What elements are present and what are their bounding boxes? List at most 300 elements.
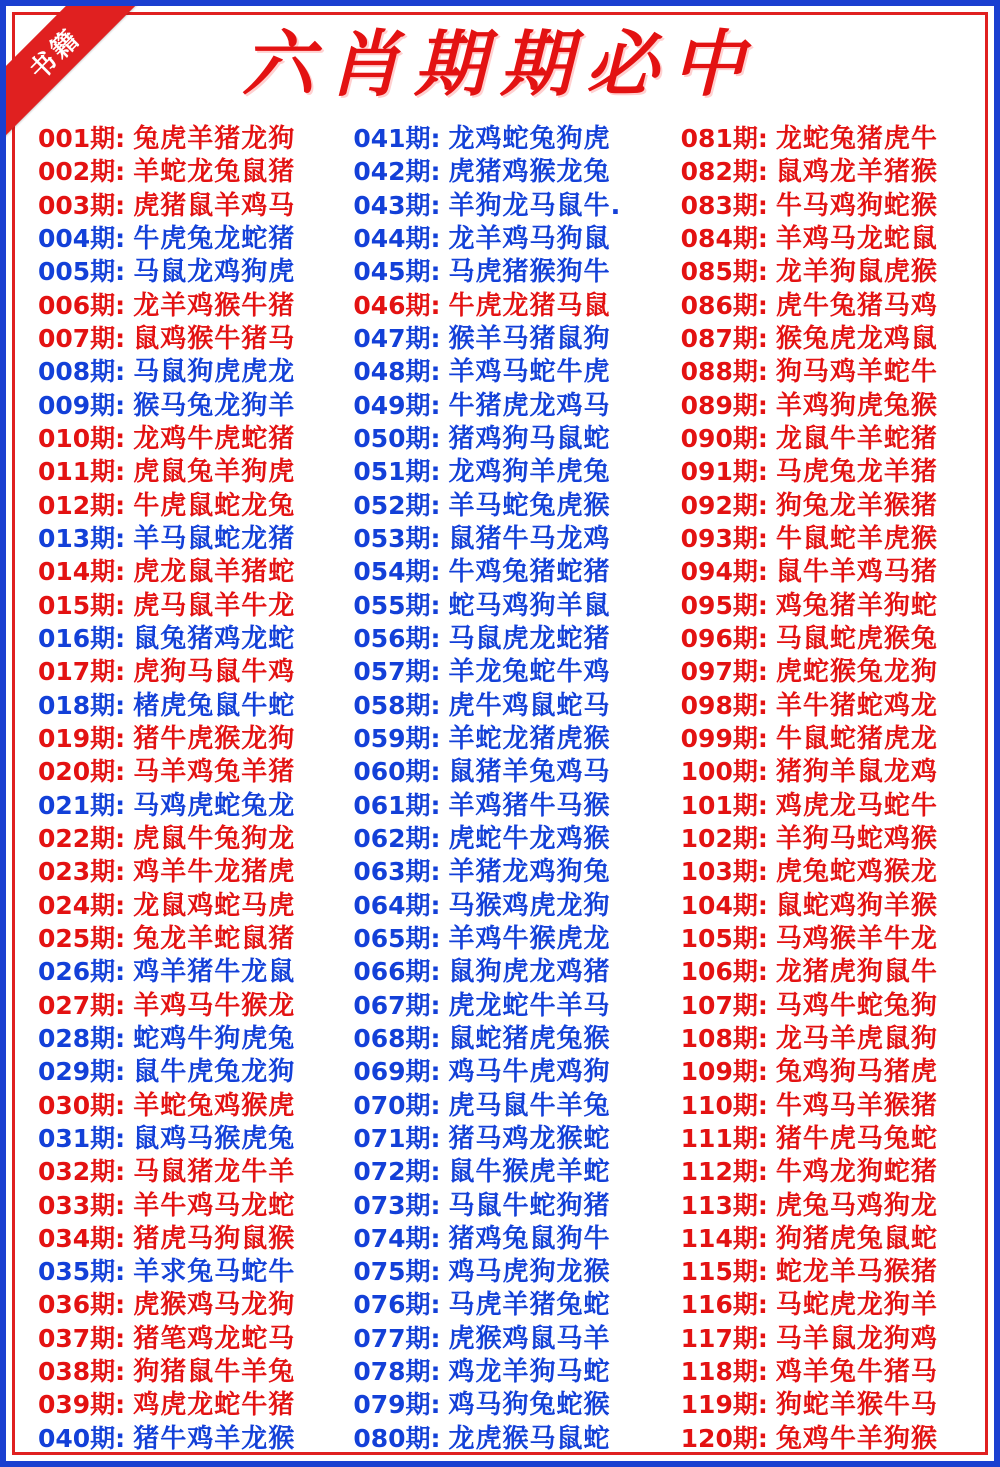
issue-row <box>343 1384 656 1417</box>
issue-animals-value: 虎蛇猴兔龙狗 <box>775 657 938 685</box>
issue-number-label: 070期: <box>353 1090 441 1118</box>
issue-animals-value: 牛虎兔龙蛇猪 <box>133 223 296 252</box>
issue-number-label: 023期: <box>38 857 126 885</box>
issue-number-label: 020期: <box>38 757 126 785</box>
issue-animals-value: 鸡羊猪牛龙鼠 <box>133 957 296 985</box>
issue-number-label: 091期: <box>680 457 768 485</box>
issue-animals-value: 羊马鼠蛇龙猪 <box>133 523 296 552</box>
issue-number-label: 028期: <box>38 1023 126 1052</box>
issue-animals-value: 虎猪鼠羊鸡马 <box>133 190 296 218</box>
issue-row <box>343 651 656 684</box>
issue-row <box>663 1351 976 1384</box>
issue-row <box>663 651 976 684</box>
issue-number-label: 104期: <box>680 890 768 918</box>
issue-animals-value: 龙虎猴马鼠蛇 <box>448 1423 611 1452</box>
issue-row <box>663 251 976 284</box>
issue-animals-value: 虎猴鸡马龙狗 <box>133 1290 296 1318</box>
issue-number-label: 015期: <box>38 590 126 618</box>
issue-animals-value: 羊猪龙鸡狗兔 <box>448 857 611 885</box>
issue-animals-value: 蛇马鸡狗羊鼠 <box>448 590 611 618</box>
issue-number-label: 075期: <box>353 1257 441 1285</box>
issue-row <box>24 885 337 918</box>
issue-number-label: 050期: <box>353 423 441 452</box>
issue-number-label: 042期: <box>353 157 441 185</box>
issue-row <box>663 1118 976 1151</box>
issue-row <box>24 151 337 184</box>
issue-row <box>343 785 656 818</box>
issue-number-label: 045期: <box>353 257 441 285</box>
issue-row <box>663 785 976 818</box>
issue-row <box>343 685 656 718</box>
issue-number-label: 096期: <box>680 623 768 652</box>
issue-number-label: 073期: <box>353 1190 441 1218</box>
issue-row <box>24 185 337 218</box>
issue-row <box>663 885 976 918</box>
issue-row <box>343 751 656 784</box>
issue-animals-value: 龙鸡蛇兔狗虎 <box>448 124 611 152</box>
issue-animals-value: 羊龙兔蛇牛鸡 <box>448 657 611 685</box>
issue-animals-value: 马虎羊猪兔蛇 <box>448 1290 611 1318</box>
issue-number-label: 114期: <box>680 1223 768 1252</box>
issue-number-label: 113期: <box>680 1190 768 1218</box>
issue-animals-value: 羊狗马蛇鸡猴 <box>775 823 938 852</box>
issue-animals-value: 鼠牛羊鸡马猪 <box>775 557 938 585</box>
issue-animals-value: 狗猪虎兔鼠蛇 <box>775 1223 938 1252</box>
issue-number-label: 009期: <box>38 390 126 418</box>
issue-row <box>24 685 337 718</box>
issue-row <box>663 1318 976 1351</box>
issue-animals-value: 兔虎羊猪龙狗 <box>133 124 296 152</box>
issue-number-label: 012期: <box>38 490 126 518</box>
issue-row <box>24 1318 337 1351</box>
issue-row <box>663 685 976 718</box>
issue-number-label: 107期: <box>680 990 768 1018</box>
issue-animals-value: 虎马鼠牛羊兔 <box>448 1090 611 1118</box>
issue-row <box>24 1051 337 1084</box>
issue-row <box>663 1185 976 1218</box>
issue-animals-value: 马鸡猴羊牛龙 <box>775 923 938 952</box>
issue-animals-value: 虎牛兔猪马鸡 <box>775 290 938 318</box>
issue-row <box>24 618 337 651</box>
issue-number-label: 029期: <box>38 1057 126 1085</box>
issue-animals-value: 猴羊马猪鼠狗 <box>448 323 611 352</box>
issue-row <box>663 151 976 184</box>
issue-row <box>663 1218 976 1251</box>
issue-number-label: 033期: <box>38 1190 126 1218</box>
issue-animals-value: 鸡虎龙马蛇牛 <box>775 790 938 818</box>
issue-number-label: 014期: <box>38 557 126 585</box>
issue-number-label: 117期: <box>680 1323 768 1352</box>
issue-number-label: 079期: <box>353 1390 441 1418</box>
issue-number-label: 037期: <box>38 1323 126 1352</box>
issue-number-label: 018期: <box>38 690 126 718</box>
issue-row <box>24 951 337 984</box>
issue-animals-value: 羊鸡马龙蛇鼠 <box>775 223 938 252</box>
issue-row <box>343 585 656 618</box>
issue-row <box>24 385 337 418</box>
issue-number-label: 101期: <box>680 790 768 818</box>
issue-number-label: 119期: <box>680 1390 768 1418</box>
issue-number-label: 084期: <box>680 223 768 252</box>
issue-number-label: 120期: <box>680 1423 768 1452</box>
issue-number-label: 072期: <box>353 1157 441 1185</box>
issue-row <box>343 1185 656 1218</box>
issue-row <box>663 951 976 984</box>
issue-row <box>343 1218 656 1251</box>
issue-row <box>663 1051 976 1084</box>
issue-row <box>24 751 337 784</box>
issue-number-label: 044期: <box>353 223 441 252</box>
issue-number-label: 092期: <box>680 490 768 518</box>
issue-animals-value: 蛇鸡牛狗虎兔 <box>133 1023 296 1052</box>
issue-animals-value: 猪狗羊鼠龙鸡 <box>775 757 938 785</box>
issue-number-label: 090期: <box>680 423 768 452</box>
issue-number-label: 005期: <box>38 257 126 285</box>
issue-number-label: 068期: <box>353 1023 441 1052</box>
issue-row <box>343 885 656 918</box>
issue-number-label: 031期: <box>38 1123 126 1152</box>
issue-row <box>663 918 976 951</box>
issue-animals-value: 猪牛鸡羊龙猴 <box>133 1423 296 1452</box>
issue-animals-value: 猪牛虎猴龙狗 <box>133 723 296 752</box>
issue-number-label: 074期: <box>353 1223 441 1252</box>
issue-number-label: 065期: <box>353 923 441 952</box>
issue-row <box>24 818 337 851</box>
issue-row <box>24 1151 337 1184</box>
issue-animals-value: 虎兔马鸡狗龙 <box>775 1190 938 1218</box>
issue-animals-value: 羊鸡牛猴虎龙 <box>448 923 611 952</box>
issue-row <box>343 1151 656 1184</box>
issue-animals-value: 羊鸡马蛇牛虎 <box>448 357 611 385</box>
issue-row <box>663 751 976 784</box>
issue-row <box>24 551 337 584</box>
issue-animals-value: 马羊鼠龙狗鸡 <box>775 1323 938 1352</box>
issue-animals-value: 牛虎龙猪马鼠 <box>448 290 611 318</box>
issue-animals-value: 羊求兔马蛇牛 <box>133 1257 296 1285</box>
issue-row <box>663 618 976 651</box>
issue-number-label: 011期: <box>38 457 126 485</box>
issue-row <box>343 451 656 484</box>
issue-number-label: 016期: <box>38 623 126 652</box>
issue-row <box>663 385 976 418</box>
issue-animals-value: 羊马蛇兔虎猴 <box>448 490 611 518</box>
issue-animals-value: 龙羊鸡马狗鼠 <box>448 223 611 252</box>
issue-number-label: 078期: <box>353 1357 441 1385</box>
issue-animals-value: 牛鸡龙狗蛇猪 <box>775 1157 938 1185</box>
issue-animals-value: 羊鸡狗虎兔猴 <box>775 390 938 418</box>
issue-row <box>24 1118 337 1151</box>
issue-animals-value: 羊蛇龙猪虎猴 <box>448 723 611 752</box>
issue-row <box>343 718 656 751</box>
issue-animals-value: 鼠鸡马猴虎兔 <box>133 1123 296 1152</box>
issue-animals-value: 鸡兔猪羊狗蛇 <box>775 590 938 618</box>
issue-number-label: 116期: <box>680 1290 768 1318</box>
issue-row <box>663 1151 976 1184</box>
issue-animals-value: 羊鸡马牛猴龙 <box>133 990 296 1018</box>
issue-row <box>24 1284 337 1317</box>
title-area <box>6 20 994 108</box>
issue-number-label: 032期: <box>38 1157 126 1185</box>
issue-row <box>343 918 656 951</box>
issue-animals-value: 猪马鸡龙猴蛇 <box>448 1123 611 1152</box>
issue-number-label: 024期: <box>38 890 126 918</box>
issue-number-label: 010期: <box>38 423 126 452</box>
issue-animals-value: 猴马兔龙狗羊 <box>133 390 296 418</box>
issue-animals-value: 虎蛇牛龙鸡猴 <box>448 823 611 852</box>
issue-animals-value: 羊蛇龙兔鼠猪 <box>133 157 296 185</box>
issue-animals-value: 猴兔虎龙鸡鼠 <box>775 323 938 352</box>
issue-row <box>24 718 337 751</box>
issue-animals-value: 马鼠狗虎虎龙 <box>133 357 296 385</box>
issue-number-label: 027期: <box>38 990 126 1018</box>
issue-number-label: 036期: <box>38 1290 126 1318</box>
issue-number-label: 083期: <box>680 190 768 218</box>
issue-column-2 <box>343 118 656 1451</box>
issue-row <box>24 518 337 551</box>
issue-row <box>663 585 976 618</box>
issue-row <box>343 1051 656 1084</box>
issue-animals-value: 虎猴鸡鼠马羊 <box>448 1323 611 1352</box>
issue-column-3 <box>663 118 976 1451</box>
issue-animals-value: 牛猪虎龙鸡马 <box>448 390 611 418</box>
issue-number-label: 038期: <box>38 1357 126 1385</box>
issue-row <box>663 518 976 551</box>
issue-row <box>24 651 337 684</box>
issue-row <box>663 1018 976 1051</box>
issue-row <box>663 551 976 584</box>
issue-animals-value: 蛇龙羊马猴猪 <box>775 1257 938 1285</box>
issue-row <box>343 351 656 384</box>
issue-animals-value: 兔龙羊蛇鼠猪 <box>133 923 296 952</box>
issue-number-label: 094期: <box>680 557 768 585</box>
issue-number-label: 004期: <box>38 223 126 252</box>
issue-animals-value: 龙鸡牛虎蛇猪 <box>133 423 296 452</box>
issue-row <box>343 551 656 584</box>
issue-row <box>24 251 337 284</box>
issue-animals-value: 狗兔龙羊猴猪 <box>775 490 938 518</box>
issue-row <box>663 451 976 484</box>
issue-row <box>343 851 656 884</box>
issue-animals-value: 虎龙鼠羊猪蛇 <box>133 557 296 585</box>
issue-animals-value: 龙鼠鸡蛇马虎 <box>133 890 296 918</box>
issue-animals-value: 龙鸡狗羊虎兔 <box>448 457 611 485</box>
issue-animals-value: 牛鼠蛇猪虎龙 <box>775 723 938 752</box>
issue-row <box>343 1085 656 1118</box>
issue-number-label: 030期: <box>38 1090 126 1118</box>
issue-row <box>663 1284 976 1317</box>
issue-row <box>24 351 337 384</box>
issue-number-label: 034期: <box>38 1223 126 1252</box>
issue-number-label: 041期: <box>353 124 441 152</box>
issue-animals-value: 虎龙蛇牛羊马 <box>448 990 611 1018</box>
issue-number-label: 064期: <box>353 890 441 918</box>
issue-animals-value: 羊蛇兔鸡猴虎 <box>133 1090 296 1118</box>
issue-row <box>343 1118 656 1151</box>
issue-animals-value: 猪牛虎马兔蛇 <box>775 1123 938 1152</box>
issue-animals-value: 虎猪鸡猴龙兔 <box>448 157 611 185</box>
issue-number-label: 095期: <box>680 590 768 618</box>
issue-row <box>343 1351 656 1384</box>
issue-animals-value: 马猴鸡虎龙狗 <box>448 890 611 918</box>
issue-animals-value: 狗猪鼠牛羊兔 <box>133 1357 296 1385</box>
issue-row <box>343 118 656 151</box>
issue-row <box>663 1251 976 1284</box>
issue-number-label: 026期: <box>38 957 126 985</box>
issue-animals-value: 鸡羊兔牛猪马 <box>775 1357 938 1385</box>
issue-animals-value: 牛鸡马羊猴猪 <box>775 1090 938 1118</box>
issue-number-label: 085期: <box>680 257 768 285</box>
issue-row <box>24 918 337 951</box>
issue-number-label: 040期: <box>38 1423 126 1452</box>
issue-row <box>343 285 656 318</box>
issue-animals-value: 龙羊鸡猴牛猪 <box>133 290 296 318</box>
issue-number-label: 076期: <box>353 1290 441 1318</box>
issue-row <box>663 218 976 251</box>
issue-number-label: 022期: <box>38 823 126 852</box>
issue-row <box>663 285 976 318</box>
issue-animals-value: 牛鼠蛇羊虎猴 <box>775 523 938 552</box>
issue-number-label: 106期: <box>680 957 768 985</box>
issue-animals-value: 虎鼠兔羊狗虎 <box>133 457 296 485</box>
issue-row <box>663 718 976 751</box>
issue-columns <box>24 118 976 1451</box>
issue-animals-value: 鼠牛虎兔龙狗 <box>133 1057 296 1085</box>
issue-animals-value: 鸡羊牛龙猪虎 <box>133 857 296 885</box>
issue-row <box>24 485 337 518</box>
issue-row <box>343 1418 656 1451</box>
issue-row <box>663 1418 976 1451</box>
issue-number-label: 099期: <box>680 723 768 752</box>
issue-number-label: 002期: <box>38 157 126 185</box>
issue-row <box>24 451 337 484</box>
issue-row <box>24 118 337 151</box>
issue-number-label: 035期: <box>38 1257 126 1285</box>
issue-number-label: 066期: <box>353 957 441 985</box>
issue-row <box>24 318 337 351</box>
issue-row <box>24 585 337 618</box>
issue-row <box>663 418 976 451</box>
issue-row <box>24 285 337 318</box>
issue-animals-value: 马鼠蛇虎猴兔 <box>775 623 938 652</box>
issue-row <box>343 218 656 251</box>
issue-number-label: 059期: <box>353 723 441 752</box>
issue-number-label: 098期: <box>680 690 768 718</box>
issue-row <box>663 851 976 884</box>
issue-animals-value: 狗蛇羊猴牛马 <box>775 1390 938 1418</box>
issue-animals-value: 虎牛鸡鼠蛇马 <box>448 690 611 718</box>
issue-row <box>24 218 337 251</box>
issue-number-label: 046期: <box>353 290 441 318</box>
issue-row <box>343 251 656 284</box>
issue-number-label: 003期: <box>38 190 126 218</box>
issue-number-label: 118期: <box>680 1357 768 1385</box>
issue-number-label: 006期: <box>38 290 126 318</box>
issue-row <box>663 818 976 851</box>
issue-row <box>24 1085 337 1118</box>
issue-animals-value: 马虎猪猴狗牛 <box>448 257 611 285</box>
issue-row <box>24 1251 337 1284</box>
issue-animals-value: 虎马鼠羊牛龙 <box>133 590 296 618</box>
issue-number-label: 052期: <box>353 490 441 518</box>
issue-animals-value: 牛马鸡狗蛇猴 <box>775 190 938 218</box>
issue-number-label: 103期: <box>680 857 768 885</box>
issue-row <box>343 518 656 551</box>
issue-animals-value: 鼠鸡龙羊猪猴 <box>775 157 938 185</box>
issue-row <box>343 1018 656 1051</box>
issue-column-1 <box>24 118 337 1451</box>
issue-number-label: 089期: <box>680 390 768 418</box>
issue-animals-value: 楮虎兔鼠牛蛇 <box>133 690 296 718</box>
issue-animals-value: 马鸡牛蛇兔狗 <box>775 990 938 1018</box>
issue-number-label: 080期: <box>353 1423 441 1452</box>
issue-animals-value: 马蛇虎龙狗羊 <box>775 1290 938 1318</box>
issue-animals-value: 马鼠猪龙牛羊 <box>133 1157 296 1185</box>
issue-animals-value: 猪鸡狗马鼠蛇 <box>448 423 611 452</box>
issue-number-label: 008期: <box>38 357 126 385</box>
issue-animals-value: 鼠牛猴虎羊蛇 <box>448 1157 611 1185</box>
issue-animals-value: 鼠蛇猪虎兔猴 <box>448 1023 611 1052</box>
issue-animals-value: 马鼠牛蛇狗猪 <box>448 1190 611 1218</box>
issue-row <box>343 418 656 451</box>
issue-number-label: 062期: <box>353 823 441 852</box>
issue-animals-value: 龙鼠牛羊蛇猪 <box>775 423 938 452</box>
issue-row <box>343 985 656 1018</box>
issue-number-label: 058期: <box>353 690 441 718</box>
issue-animals-value: 猪虎马狗鼠猴 <box>133 1223 296 1252</box>
issue-number-label: 053期: <box>353 523 441 552</box>
issue-number-label: 055期: <box>353 590 441 618</box>
issue-row <box>663 318 976 351</box>
page-title: 六肖期期必中 <box>241 21 758 106</box>
issue-row <box>343 485 656 518</box>
issue-number-label: 100期: <box>680 757 768 785</box>
issue-number-label: 048期: <box>353 357 441 385</box>
issue-animals-value: 鼠蛇鸡狗羊猴 <box>775 890 938 918</box>
issue-animals-value: 马虎兔龙羊猪 <box>775 457 938 485</box>
issue-number-label: 097期: <box>680 657 768 685</box>
issue-number-label: 057期: <box>353 657 441 685</box>
issue-number-label: 077期: <box>353 1323 441 1352</box>
issue-row <box>24 1018 337 1051</box>
issue-animals-value: 鼠狗虎龙鸡猪 <box>448 957 611 985</box>
issue-animals-value: 羊狗龙马鼠牛. <box>448 190 622 218</box>
issue-row <box>343 618 656 651</box>
issue-animals-value: 鼠兔猪鸡龙蛇 <box>133 623 296 652</box>
issue-number-label: 043期: <box>353 190 441 218</box>
issue-number-label: 001期: <box>38 124 126 152</box>
issue-row <box>663 485 976 518</box>
issue-animals-value: 狗马鸡羊蛇牛 <box>775 357 938 385</box>
issue-row <box>663 985 976 1018</box>
issue-row <box>24 1185 337 1218</box>
issue-row <box>343 318 656 351</box>
issue-row <box>663 1085 976 1118</box>
issue-number-label: 093期: <box>680 523 768 552</box>
issue-animals-value: 虎鼠牛兔狗龙 <box>133 823 296 852</box>
issue-row <box>24 418 337 451</box>
issue-row <box>343 818 656 851</box>
issue-number-label: 067期: <box>353 990 441 1018</box>
issue-animals-value: 兔鸡牛羊狗猴 <box>775 1423 938 1452</box>
issue-number-label: 060期: <box>353 757 441 785</box>
issue-animals-value: 鸡虎龙蛇牛猪 <box>133 1390 296 1418</box>
issue-row <box>24 1384 337 1417</box>
issue-row <box>24 985 337 1018</box>
issue-number-label: 109期: <box>680 1057 768 1085</box>
issue-animals-value: 羊牛鸡马龙蛇 <box>133 1190 296 1218</box>
issue-row <box>343 1318 656 1351</box>
issue-animals-value: 猪笔鸡龙蛇马 <box>133 1323 296 1352</box>
